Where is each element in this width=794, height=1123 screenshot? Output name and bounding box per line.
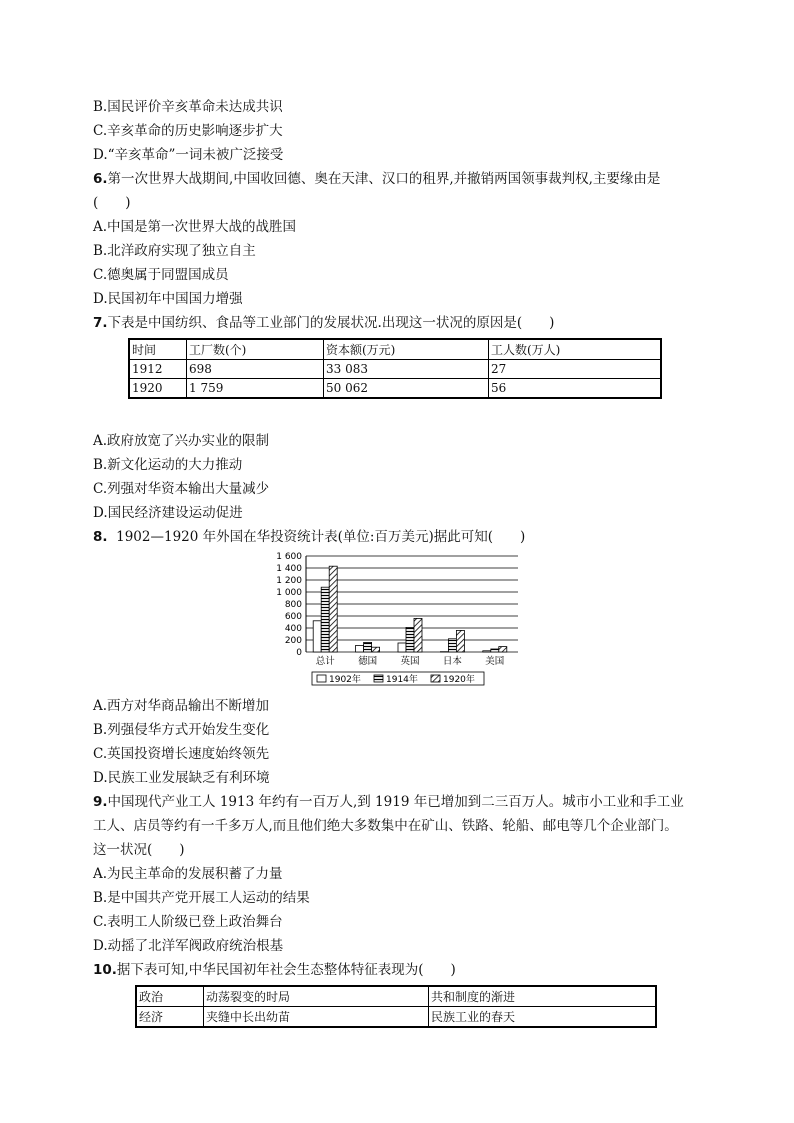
table-cell: 经济: [136, 1007, 204, 1028]
x-tick-label: 美国: [485, 656, 505, 667]
q10-number: 10.: [93, 962, 117, 978]
q5-option-b: B.国民评价辛亥革命未达成共识: [93, 99, 283, 115]
chart-x-axis: [316, 655, 505, 667]
table-header-row: [129, 339, 661, 360]
bar-1902年-英国: [398, 643, 406, 652]
table-cell: 56: [489, 379, 662, 399]
q7-table: [128, 338, 662, 399]
table-cell: 27: [489, 360, 662, 379]
table-cell: 698: [187, 360, 324, 379]
q9-option-d: D.动摇了北洋军阀政府统治根基: [93, 938, 284, 954]
table-cell: 民族工业的春天: [429, 1007, 657, 1028]
table-cell: 1 759: [187, 379, 324, 399]
investment-bar-chart: [262, 552, 524, 688]
q8-option-d: D.民族工业发展缺乏有利环境: [93, 770, 270, 786]
legend-label: 1902年: [329, 675, 361, 685]
q7-number: 7.: [93, 315, 108, 331]
table-cell: 50 062: [324, 379, 489, 399]
y-tick-label: 400: [284, 624, 302, 634]
q5-option-d: D.“辛亥革命”一词未被广泛接受: [93, 147, 284, 163]
x-tick-label: 英国: [400, 656, 420, 667]
y-tick-label: 1 000: [276, 588, 302, 598]
chart-y-axis: [276, 552, 302, 658]
y-tick-label: 1 400: [276, 564, 302, 574]
table-header-cell: 时间: [129, 339, 187, 360]
q6-stem-text: 第一次世界大战期间,中国收回德、奥在天津、汉口的租界,并撤销两国领事裁判权,主要缘由是: [107, 171, 661, 187]
q8-option-a: A.西方对华商品输出不断增加: [93, 698, 270, 714]
table-cell: 1912: [129, 360, 187, 379]
q10-stem: [93, 961, 456, 979]
bar-1920年-德国: [372, 647, 380, 652]
table-cell: 33 083: [324, 360, 489, 379]
y-tick-label: 200: [284, 636, 302, 646]
bar-1920年-总计: [329, 566, 337, 652]
legend-swatch: [431, 675, 440, 682]
table-header-cell: 工厂数(个): [187, 339, 324, 360]
x-tick-label: 日本: [442, 656, 462, 667]
bar-1914年-英国: [406, 627, 414, 652]
table-row: [136, 986, 656, 1007]
bar-1914年-日本: [448, 639, 456, 652]
q9-option-c: C.表明工人阶级已登上政治舞台: [93, 914, 283, 930]
q8-option-b: B.列强侵华方式开始发生变化: [93, 722, 270, 738]
y-tick-label: 1 600: [276, 552, 302, 562]
q9-number: 9.: [93, 794, 108, 810]
chart-bars: [313, 566, 507, 652]
q7-option-b: B.新文化运动的大力推动: [93, 457, 243, 473]
table-cell: 共和制度的渐进: [429, 986, 657, 1007]
bar-1920年-日本: [456, 630, 464, 652]
table-cell: 夹缝中长出幼苗: [204, 1007, 429, 1028]
q6-stem: [93, 170, 660, 188]
table-header-cell: 工人数(万人): [489, 339, 662, 360]
q8-option-c: C.英国投资增长速度始终领先: [93, 746, 270, 762]
x-tick-label: 德国: [358, 656, 378, 667]
q6-option-b: B.北洋政府实现了独立自主: [93, 243, 256, 259]
q7-stem-text: 下表是中国纺织、食品等工业部门的发展状况.出现这一状况的原因是( ): [107, 315, 555, 331]
y-tick-label: 800: [284, 600, 302, 610]
chart-legend: [312, 672, 484, 685]
bar-1902年-德国: [356, 645, 364, 652]
x-tick-label: 总计: [315, 656, 335, 667]
q7-option-a: A.政府放宽了兴办实业的限制: [93, 433, 270, 449]
table-cell: 政治: [136, 986, 204, 1007]
table-cell: 动荡裂变的时局: [204, 986, 429, 1007]
q9-option-b: B.是中国共产党开展工人运动的结果: [93, 890, 310, 906]
q10-stem-text: 据下表可知,中华民国初年社会生态整体特征表现为( ): [116, 962, 456, 978]
table-row: [129, 379, 661, 399]
q6-blank: ( ): [93, 195, 131, 211]
table-header-cell: 资本额(万元): [324, 339, 489, 360]
legend-swatch: [374, 675, 383, 682]
table-row: [129, 360, 661, 379]
q8-stem-text: 1902—1920 年外国在华投资统计表(单位:百万美元)据此可知( ): [116, 529, 526, 545]
q6-option-a: A.中国是第一次世界大战的战胜国: [93, 219, 297, 235]
y-tick-label: 1 200: [276, 576, 302, 586]
q7-option-c: C.列强对华资本输出大量减少: [93, 481, 270, 497]
q9-option-a: A.为民主革命的发展积蓄了力量: [93, 866, 283, 882]
q9-stem-line2: 工人、店员等约有一千多万人,而且他们绝大多数集中在矿山、铁路、轮船、邮电等几个企业部门。: [93, 818, 678, 834]
bar-1920年-英国: [414, 618, 422, 652]
table-cell: 1920: [129, 379, 187, 399]
bar-1902年-美国: [483, 651, 491, 652]
y-tick-label: 600: [284, 612, 302, 622]
bar-1914年-总计: [321, 587, 329, 652]
bar-1920年-美国: [499, 647, 507, 652]
q6-number: 6.: [93, 171, 108, 187]
q7-stem: [93, 314, 554, 332]
y-tick-label: 0: [296, 648, 302, 658]
q8-stem: [93, 528, 525, 546]
legend-label: 1920年: [443, 675, 475, 685]
q7-option-d: D.国民经济建设运动促进: [93, 505, 243, 521]
q10-table: [135, 985, 657, 1028]
q5-option-c: C.辛亥革命的历史影响逐步扩大: [93, 123, 283, 139]
legend-label: 1914年: [386, 675, 418, 685]
bar-1902年-总计: [313, 621, 321, 652]
q8-number: 8.: [93, 529, 108, 545]
bar-1914年-德国: [364, 642, 372, 652]
q6-option-c: C.德奥属于同盟国成员: [93, 267, 229, 283]
q9-stem-line1: [93, 793, 684, 811]
q9-stem-line3: 这一状况( ): [93, 842, 185, 858]
table-row: [136, 1007, 656, 1028]
legend-swatch: [317, 675, 326, 682]
q9-stem-text: 中国现代产业工人 1913 年约有一百万人,到 1919 年已增加到二三百万人。城市小工业和手工业: [107, 794, 684, 810]
q6-option-d: D.民国初年中国国力增强: [93, 291, 243, 307]
bar-1914年-美国: [491, 649, 499, 652]
